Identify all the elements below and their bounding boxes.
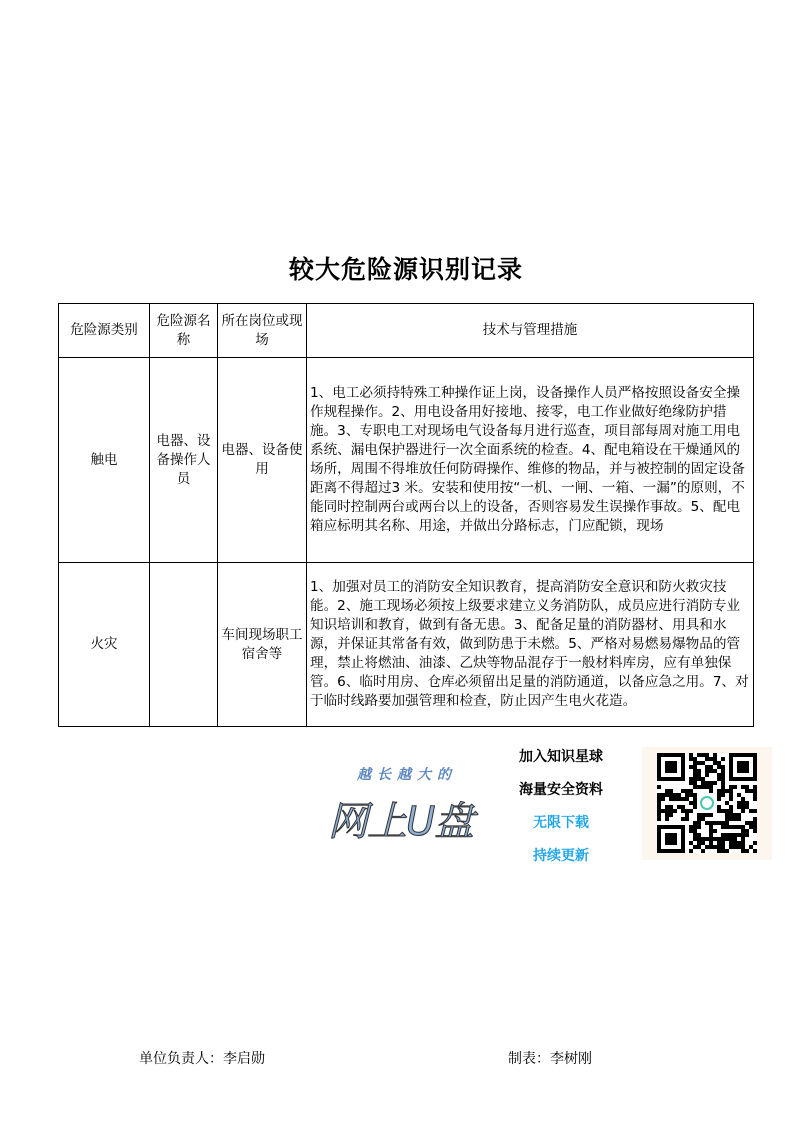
page-title: 较大危险源识别记录 [288, 255, 523, 284]
unit-responsible: 单位负责人：李启勋 [139, 1051, 265, 1067]
cell-name [150, 563, 218, 727]
table-row [59, 358, 754, 563]
hazard-table [58, 303, 754, 727]
table-row [59, 563, 754, 727]
promo-logo: 网上U盘 [328, 799, 474, 845]
cell-location: 电器、设备使用 [218, 358, 307, 563]
promo-line: 持续更新 [533, 848, 589, 864]
header-location: 所在岗位或现场 [218, 304, 307, 358]
cell-location: 车间现场职工宿舍等 [218, 563, 307, 727]
qr-code [642, 747, 772, 860]
cell-measures: 1、电工必须持特殊工种操作证上岗，设备操作人员严格按照设备安全操作规程操作。2、用电设备用好接地、接零，电工作业做好绝缘防护措施。3、专职电工对现场电气设备每月进行巡查，项目部每周对施工用电系统、漏电保护器进行一次全面系统的检查。4、配电箱设在干燥通风的场所，周围不得堆放任何防碍操作、维修的物品，并与被控制的固定设备距离不得超过3 米。安装和使用按“一机、一闸、一箱、一漏”的原则，不能同时控制两台或两台以上的设备，否则容易发生误操作事故。5、配电箱应标明其名称、用途，并做出分路标志，门应配锁，现场 [307, 358, 754, 563]
header-category: 危险源类别 [59, 304, 150, 358]
cell-measures: 1、加强对员工的消防安全知识教育，提高消防安全意识和防火救灾技能。2、施工现场必须按上级要求建立义务消防队，成员应进行消防专业知识培训和教育，做到有备无患。3、配备足量的消防器材、用具和水源，并保证其常备有效，做到防患于未燃。5、严格对易燃易爆物品的管理，禁止将燃油、油漆、乙炔等物品混存于一般材料库房，应有单独保管。6、临时用房、仓库必须留出足量的消防通道，以备应急之用。7、对于临时线路要加强管理和检查，防止因产生电火花造。 [307, 563, 754, 727]
cell-category: 火灾 [59, 563, 150, 727]
promo-line: 加入知识星球 [519, 749, 603, 765]
prepared-by: 制表：李树刚 [508, 1051, 592, 1067]
promo-line: 海量安全资料 [519, 782, 603, 798]
table-header-row [59, 304, 754, 358]
cell-name: 电器、设备操作人员 [150, 358, 218, 563]
promo-line: 无限下载 [533, 815, 589, 831]
promo-logo-subtitle: 越长越大的 [357, 767, 457, 783]
header-measures: 技术与管理措施 [307, 304, 754, 358]
cell-category: 触电 [59, 358, 150, 563]
header-name: 危险源名称 [150, 304, 218, 358]
